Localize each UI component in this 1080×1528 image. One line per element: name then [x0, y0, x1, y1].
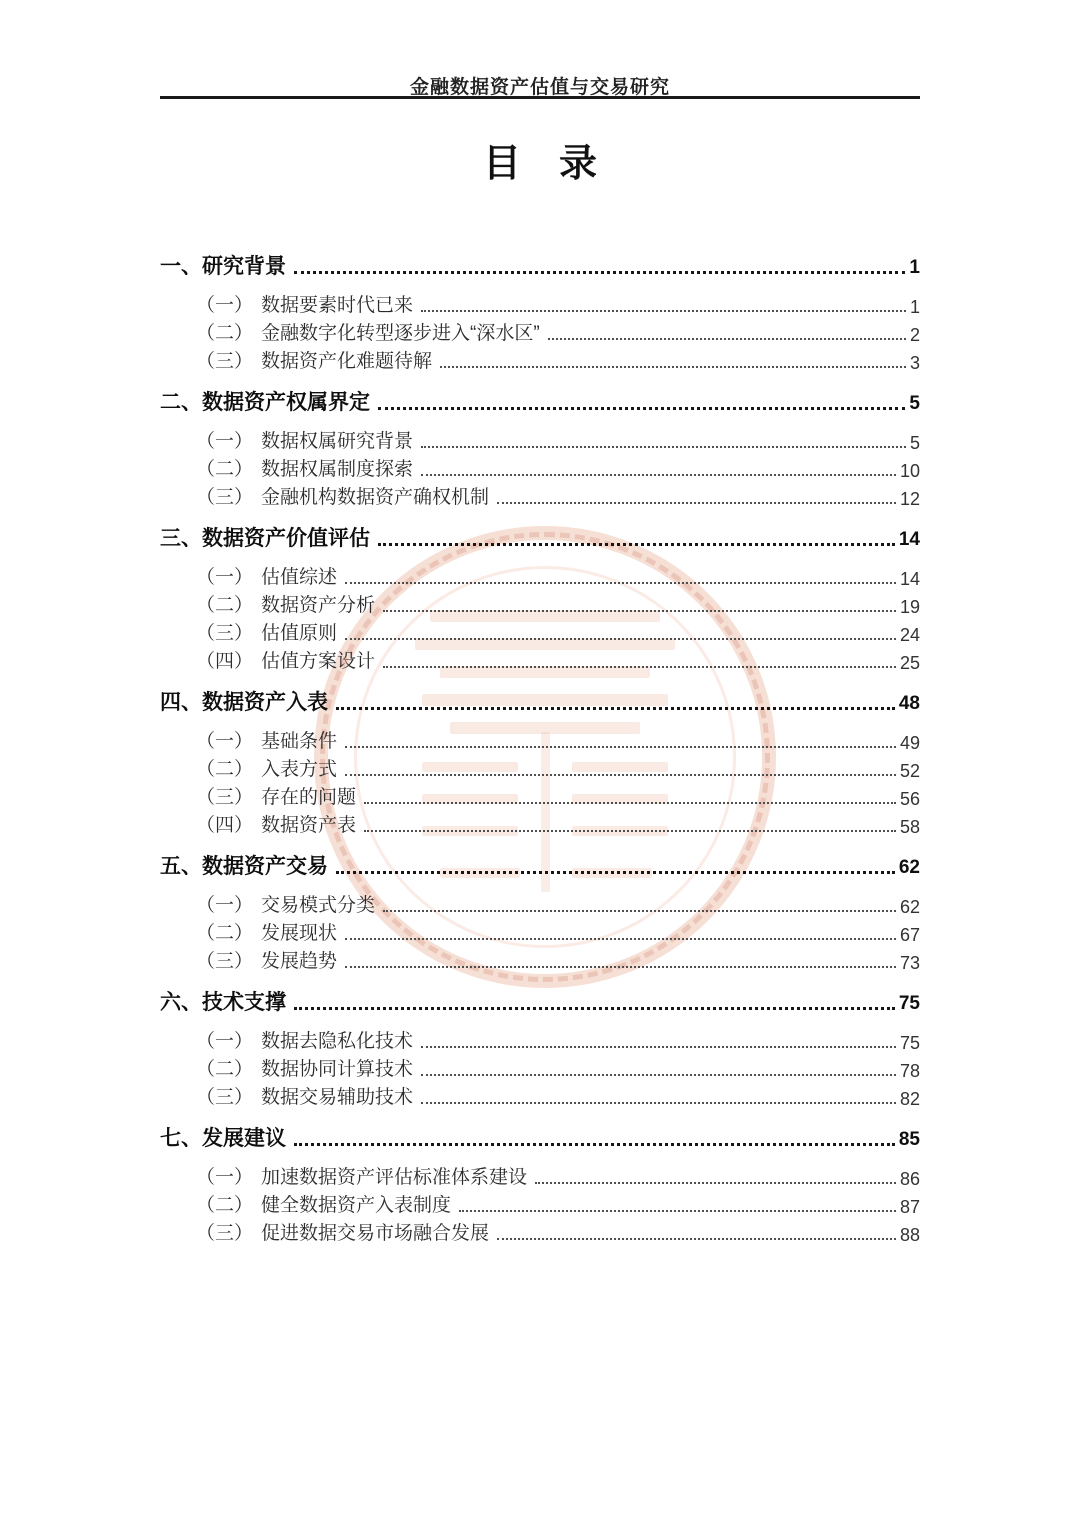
dot-leader — [364, 830, 896, 832]
toc-item-title: 估值原则 — [261, 623, 338, 645]
toc-item-page: 12 — [899, 488, 920, 509]
toc-item-title: 加速数据资产评估标准体系建设 — [261, 1167, 528, 1189]
toc-item-title: 数据资产化难题待解 — [261, 351, 433, 373]
toc-item-row — [160, 726, 920, 754]
toc-item-page: 24 — [899, 624, 920, 645]
table-of-contents — [160, 238, 920, 1246]
dot-leader — [336, 707, 895, 710]
toc-item-title: 健全数据资产入表制度 — [261, 1195, 452, 1217]
toc-item-page: 67 — [899, 924, 920, 945]
toc-item-title: 发展现状 — [261, 923, 338, 945]
dot-leader — [497, 1238, 896, 1240]
toc-item-page: 5 — [909, 432, 920, 453]
toc-item-number: （一） — [196, 567, 254, 589]
dot-leader — [421, 1074, 896, 1076]
toc-item-number: （三） — [196, 487, 254, 509]
toc-item-title: 估值方案设计 — [261, 651, 376, 673]
dot-leader — [345, 774, 896, 776]
dot-leader — [345, 938, 896, 940]
dot-leader — [548, 338, 906, 340]
header-rule — [160, 96, 920, 99]
toc-item-title: 数据权属研究背景 — [261, 431, 414, 453]
toc-item-row — [160, 810, 920, 838]
toc-section-page: 1 — [909, 257, 920, 279]
toc-item-row — [160, 782, 920, 810]
toc-item-row — [160, 346, 920, 374]
toc-item-page: 2 — [909, 324, 920, 345]
toc-item-number: （二） — [196, 1059, 254, 1081]
toc-item-page: 19 — [899, 596, 920, 617]
dot-leader — [440, 366, 906, 368]
dot-leader — [383, 910, 896, 912]
toc-section-page: 62 — [898, 857, 920, 879]
toc-section-label: 四、数据资产入表 — [160, 690, 328, 714]
toc-item-page: 87 — [899, 1196, 920, 1217]
toc-section-page: 75 — [898, 993, 920, 1015]
toc-item-number: （四） — [196, 815, 254, 837]
toc-section-row — [160, 850, 920, 880]
dot-leader — [345, 638, 896, 640]
toc-item-number: （三） — [196, 951, 254, 973]
dot-leader — [383, 666, 896, 668]
running-header-title: 金融数据资产估值与交易研究 — [409, 77, 670, 98]
dot-leader — [294, 1007, 895, 1010]
toc-item-page: 82 — [899, 1088, 920, 1109]
toc-item-row — [160, 454, 920, 482]
toc-item-number: （二） — [196, 323, 254, 345]
toc-item-number: （一） — [196, 431, 254, 453]
toc-item-number: （三） — [196, 351, 254, 373]
toc-item-number: （三） — [196, 787, 254, 809]
toc-item-title: 数据资产分析 — [261, 595, 376, 617]
toc-section-label: 七、发展建议 — [160, 1126, 286, 1150]
toc-section-label: 五、数据资产交易 — [160, 854, 328, 878]
toc-item-page: 56 — [899, 788, 920, 809]
toc-item-page: 62 — [899, 896, 920, 917]
dot-leader — [294, 1143, 895, 1146]
toc-item-row — [160, 1082, 920, 1110]
toc-item-row — [160, 1162, 920, 1190]
toc-item-row — [160, 590, 920, 618]
toc-section-row — [160, 250, 920, 280]
toc-item-page: 3 — [909, 352, 920, 373]
dot-leader — [378, 407, 905, 410]
toc-item-row — [160, 562, 920, 590]
toc-item-title: 数据交易辅助技术 — [261, 1087, 414, 1109]
toc-item-number: （一） — [196, 895, 254, 917]
toc-section-row — [160, 686, 920, 716]
toc-section-page: 5 — [909, 393, 920, 415]
toc-section-row — [160, 986, 920, 1016]
toc-item-row — [160, 890, 920, 918]
toc-item-number: （一） — [196, 1167, 254, 1189]
toc-item-page: 88 — [899, 1224, 920, 1245]
toc-item-row — [160, 1026, 920, 1054]
toc-section-row — [160, 1122, 920, 1152]
toc-item-number: （二） — [196, 595, 254, 617]
toc-item-row — [160, 482, 920, 510]
toc-item-row — [160, 1218, 920, 1246]
toc-item-title: 存在的问题 — [261, 787, 357, 809]
toc-item-title: 数据资产表 — [261, 815, 357, 837]
toc-section-label: 三、数据资产价值评估 — [160, 526, 370, 550]
dot-leader — [345, 966, 896, 968]
dot-leader — [364, 802, 896, 804]
dot-leader — [421, 1102, 896, 1104]
dot-leader — [497, 502, 896, 504]
toc-section-row — [160, 522, 920, 552]
toc-section-page: 48 — [898, 693, 920, 715]
toc-item-row — [160, 426, 920, 454]
dot-leader — [345, 746, 896, 748]
toc-section-page: 85 — [898, 1129, 920, 1151]
page-title: 目 录 — [482, 143, 597, 185]
toc-section-label: 一、研究背景 — [160, 254, 286, 278]
dot-leader — [535, 1182, 896, 1184]
toc-item-page: 75 — [899, 1032, 920, 1053]
toc-item-page: 52 — [899, 760, 920, 781]
toc-item-page: 86 — [899, 1168, 920, 1189]
toc-item-page: 10 — [899, 460, 920, 481]
toc-item-title: 基础条件 — [261, 731, 338, 753]
toc-item-page: 78 — [899, 1060, 920, 1081]
toc-item-title: 数据要素时代已来 — [261, 295, 414, 317]
toc-item-number: （一） — [196, 731, 254, 753]
dot-leader — [378, 543, 895, 546]
toc-item-page: 14 — [899, 568, 920, 589]
toc-item-page: 58 — [899, 816, 920, 837]
toc-item-number: （三） — [196, 623, 254, 645]
dot-leader — [294, 271, 905, 274]
dot-leader — [421, 310, 906, 312]
toc-item-row — [160, 946, 920, 974]
toc-item-number: （二） — [196, 759, 254, 781]
toc-item-number: （二） — [196, 459, 254, 481]
toc-item-row — [160, 1054, 920, 1082]
toc-item-row — [160, 290, 920, 318]
toc-section-label: 二、数据资产权属界定 — [160, 390, 370, 414]
toc-item-title: 入表方式 — [261, 759, 338, 781]
toc-item-number: （四） — [196, 651, 254, 673]
toc-item-row — [160, 618, 920, 646]
dot-leader — [345, 582, 896, 584]
dot-leader — [336, 871, 895, 874]
dot-leader — [421, 474, 896, 476]
toc-item-title: 数据权属制度探索 — [261, 459, 414, 481]
toc-item-row — [160, 918, 920, 946]
toc-item-number: （三） — [196, 1223, 254, 1245]
toc-item-title: 数据去隐私化技术 — [261, 1031, 414, 1053]
toc-item-page: 73 — [899, 952, 920, 973]
toc-section-row — [160, 386, 920, 416]
toc-item-page: 1 — [909, 296, 920, 317]
toc-item-row — [160, 318, 920, 346]
toc-item-title: 金融数字化转型逐步进入“深水区” — [261, 323, 540, 345]
toc-item-page: 25 — [899, 652, 920, 673]
toc-item-title: 数据协同计算技术 — [261, 1059, 414, 1081]
dot-leader — [421, 1046, 896, 1048]
toc-item-title: 金融机构数据资产确权机制 — [261, 487, 490, 509]
dot-leader — [383, 610, 896, 612]
toc-item-title: 估值综述 — [261, 567, 338, 589]
toc-item-row — [160, 754, 920, 782]
toc-item-number: （二） — [196, 1195, 254, 1217]
toc-item-number: （一） — [196, 295, 254, 317]
toc-item-title: 发展趋势 — [261, 951, 338, 973]
toc-item-number: （三） — [196, 1087, 254, 1109]
dot-leader — [459, 1210, 896, 1212]
toc-item-page: 49 — [899, 732, 920, 753]
toc-section-label: 六、技术支撑 — [160, 990, 286, 1014]
toc-item-number: （一） — [196, 1031, 254, 1053]
toc-item-title: 交易模式分类 — [261, 895, 376, 917]
toc-item-title: 促进数据交易市场融合发展 — [261, 1223, 490, 1245]
toc-item-number: （二） — [196, 923, 254, 945]
dot-leader — [421, 446, 906, 448]
toc-item-row — [160, 1190, 920, 1218]
toc-item-row — [160, 646, 920, 674]
toc-section-page: 14 — [898, 529, 920, 551]
